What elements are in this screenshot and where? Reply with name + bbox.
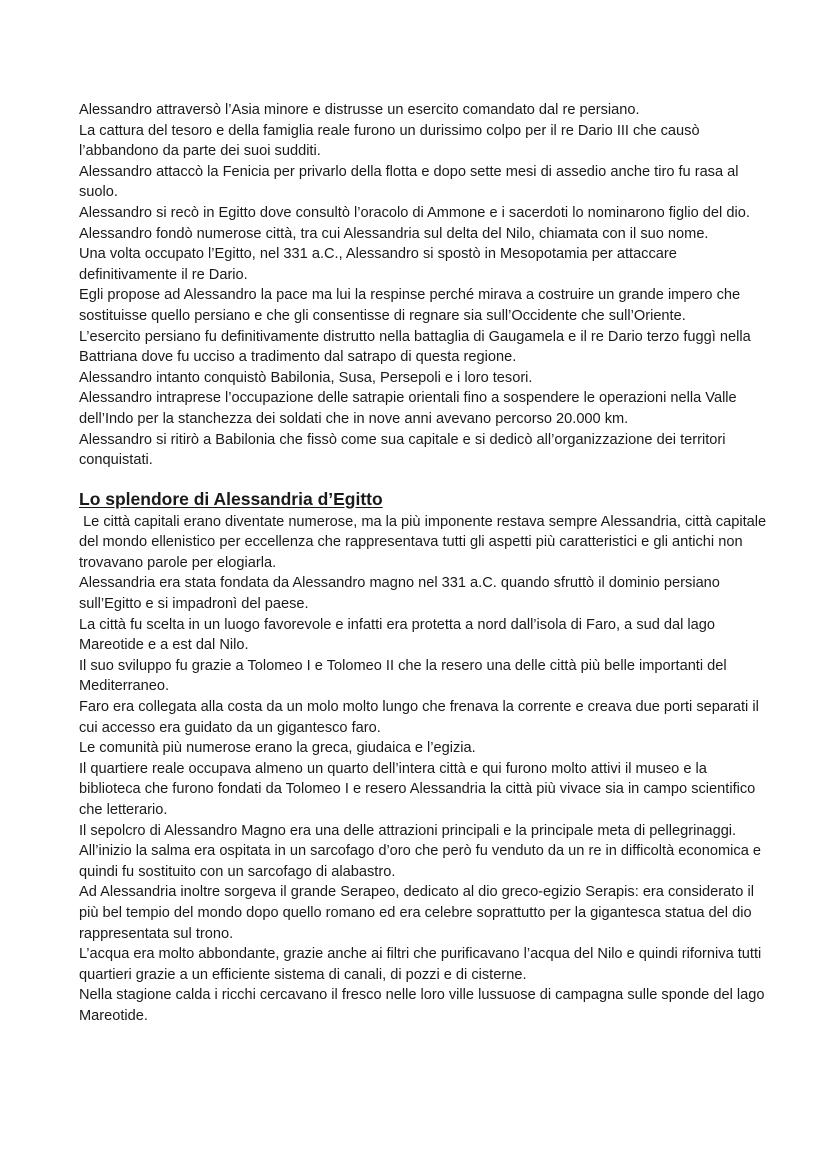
paragraph: Alessandro fondò numerose città, tra cui Alessandria sul delta del Nilo, chiamata con il suo nome. xyxy=(79,225,709,242)
paragraph: L’acqua era molto abbondante, grazie anche ai filtri che purificavano l’acqua del Nilo e quindi riforniva tutti quartieri grazie a un efficiente sistema di canali, di pozzi e di cisterne. xyxy=(79,946,762,983)
section-alexandria xyxy=(79,512,769,1027)
paragraph: Faro era collegata alla costa da un molo molto lungo che frenava la corrente e creava due porti separati il cui accesso era guidato da un gigantesco faro. xyxy=(79,699,759,736)
paragraph: Alessandro intanto conquistò Babilonia, Susa, Persepoli e i loro tesori. xyxy=(79,369,533,386)
paragraph: Alessandro attraversò l’Asia minore e distrusse un esercito comandato dal re persiano. xyxy=(79,102,640,118)
paragraph: Le comunità più numerose erano la greca, giudaica e l’egizia. xyxy=(79,740,476,757)
paragraph: Una volta occupato l’Egitto, nel 331 a.C., Alessandro si spostò in Mesopotamia per attaccare definitivamente il re Dario. xyxy=(79,246,677,283)
paragraph: Il quartiere reale occupava almeno un quarto dell’intera città e qui furono molto attivi il museo e la biblioteca che furono fondati da Tolomeo I e resero Alessandria la città più vivace sia in campo scientifico che letterario. xyxy=(79,760,756,818)
paragraph: Alessandro si ritirò a Babilonia che fissò come sua capitale e si dedicò all’organizzazione dei territori conquistati. xyxy=(79,431,726,469)
paragraph: Il sepolcro di Alessandro Magno era una delle attrazioni principali e la principale meta di pellegrinaggi. xyxy=(79,822,737,839)
paragraph: Alessandro si recò in Egitto dove consultò l’oracolo di Ammone e i sacerdoti lo nominarono figlio del dio. xyxy=(79,204,750,221)
paragraph: La cattura del tesoro e della famiglia reale furono un durissimo colpo per il re Dario III che causò l’abbandono da parte dei suoi sudditi. xyxy=(79,122,700,160)
paragraph: Il suo sviluppo fu grazie a Tolomeo I e Tolomeo II che la resero una delle città più belle importanti del Mediterraneo. xyxy=(79,657,727,695)
section-alexander-campaigns xyxy=(79,100,769,471)
paragraph: La città fu scelta in un luogo favorevole e infatti era protetta a nord dall’isola di Faro, a sud dal lago Mareotide e a est dal Nilo. xyxy=(79,616,716,654)
paragraph: Le città capitali erano diventate numerose, ma la più imponente restava sempre Alessandria, città capitale del mondo ellenistico per eccellenza che rappresentava tutti gli aspetti più caratteristici e gli antichi non trovavano parole per elogiarla. xyxy=(79,513,771,571)
paragraph: Alessandro intraprese l’occupazione delle satrapie orientali fino a sospendere le operazioni nella Valle dell’Indo per la stanchezza dei soldati che in nove anni avevano percorso 20.000 km. xyxy=(79,390,737,427)
paragraph: Nella stagione calda i ricchi cercavano il fresco nelle loro ville lussuose di campagna sulle sponde del lago Mareotide. xyxy=(79,987,765,1024)
section-heading: Lo splendore di Alessandria d’Egitto xyxy=(79,488,383,509)
paragraph: L’esercito persiano fu definitivamente distrutto nella battaglia di Gaugamela e il re Dario terzo fuggì nella Battriana dove fu ucciso a tradimento dal satrapo di questa regione. xyxy=(79,328,751,366)
paragraph: All’inizio la salma era ospitata in un sarcofago d’oro che però fu venduto da un re in difficoltà economica e quindi fu sostituito con un sarcofago di alabastro. xyxy=(79,843,761,880)
paragraph: Alessandria era stata fondata da Alessandro magno nel 331 a.C. quando sfruttò il dominio persiano sull’Egitto e si impadronì del paese. xyxy=(79,575,720,613)
paragraph: Ad Alessandria inoltre sorgeva il grande Serapeo, dedicato al dio greco-egizio Serapis: era considerato il più bel tempio del mondo dopo quello romano ed era celebre soprattutto per la gigantesca statua del dio rappresentata sul trono. xyxy=(79,884,754,942)
paragraph: Alessandro attaccò la Fenicia per privarlo della flotta e dopo sette mesi di assedio anche tiro fu rasa al suolo. xyxy=(79,163,739,201)
document-page xyxy=(79,100,769,1027)
paragraph: Egli propose ad Alessandro la pace ma lui la respinse perché mirava a costruire un grande impero che sostituisse quello persiano e che gli consentisse di regnare sia sull’Occidente che sull’Oriente. xyxy=(79,287,741,324)
